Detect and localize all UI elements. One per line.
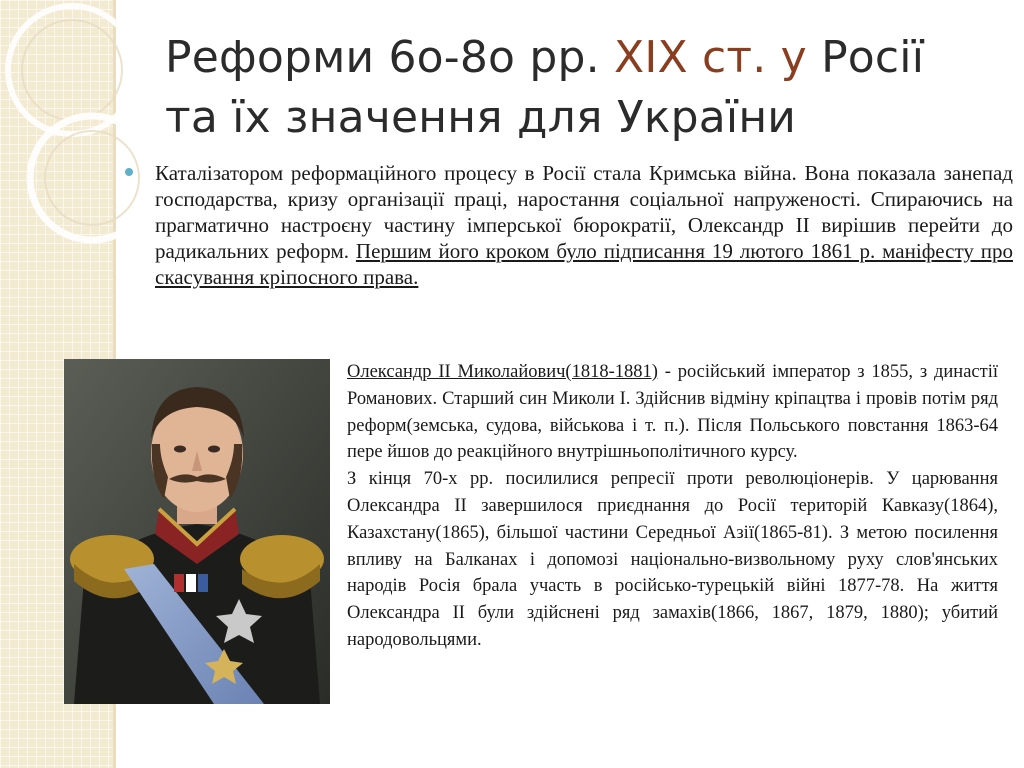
portrait-image (64, 359, 330, 704)
decorative-rings (0, 0, 140, 260)
biography-text (347, 359, 998, 654)
slide-title (165, 28, 1005, 148)
bio-paragraph-1 (347, 359, 998, 466)
title-accent: XIX ст. у (613, 32, 807, 83)
bullet-paragraph (155, 160, 1013, 290)
title-line2: та їх значення для України (165, 92, 797, 143)
title-part1: Реформи 6о-8о рр. (165, 32, 600, 83)
bio-paragraph-2: З кінця 70-х рр. посилилися репресії проти революціонерів. У царювання Олександра II завершилося приєднання до Росії територій Кавказу(1864), Казахстану(1865), більшої частини Середньої Азії(1865-81). З метою посилення впливу на Балканах і допомозі національно-визвольному руху слов'янських народів Росія брала участь в російсько-турецькій війні 1877-78. На життя Олександра II були здійснені ряд замахів(1866, 1867, 1879, 1880); убитий народовольцями. (347, 469, 998, 650)
round-bullet-icon (125, 168, 133, 176)
bio-name: Олександр II Миколайович(1818-1881) (347, 362, 658, 382)
bullet-text: Каталізатором реформаційного процесу в Росії стала Кримська війна. Вона показала занепад господарства, кризу організації праці, наростання соціальної напруженості. Спираючись на прагматично настроєну частину імперської бюрократії, Олександр II вирішив перейти до радикальних реформ. (155, 161, 1013, 263)
bullet-underlined-text: Першим його кроком було підписання 19 лютого 1861 р. маніфесту про скасування кріпосного права. (155, 239, 1014, 289)
bio-p1-text: - російський імператор з 1855, з династії Романових. Старший син Миколи I. Здійснив відміну кріпацтва і провів потім ряд реформ(земська, судова, військова і т. п.). Після Польського повстання 1863-64 пере йшов до реакційного внутрішньополітичного курсу. (347, 362, 998, 463)
title-part2: Росії (821, 32, 925, 83)
